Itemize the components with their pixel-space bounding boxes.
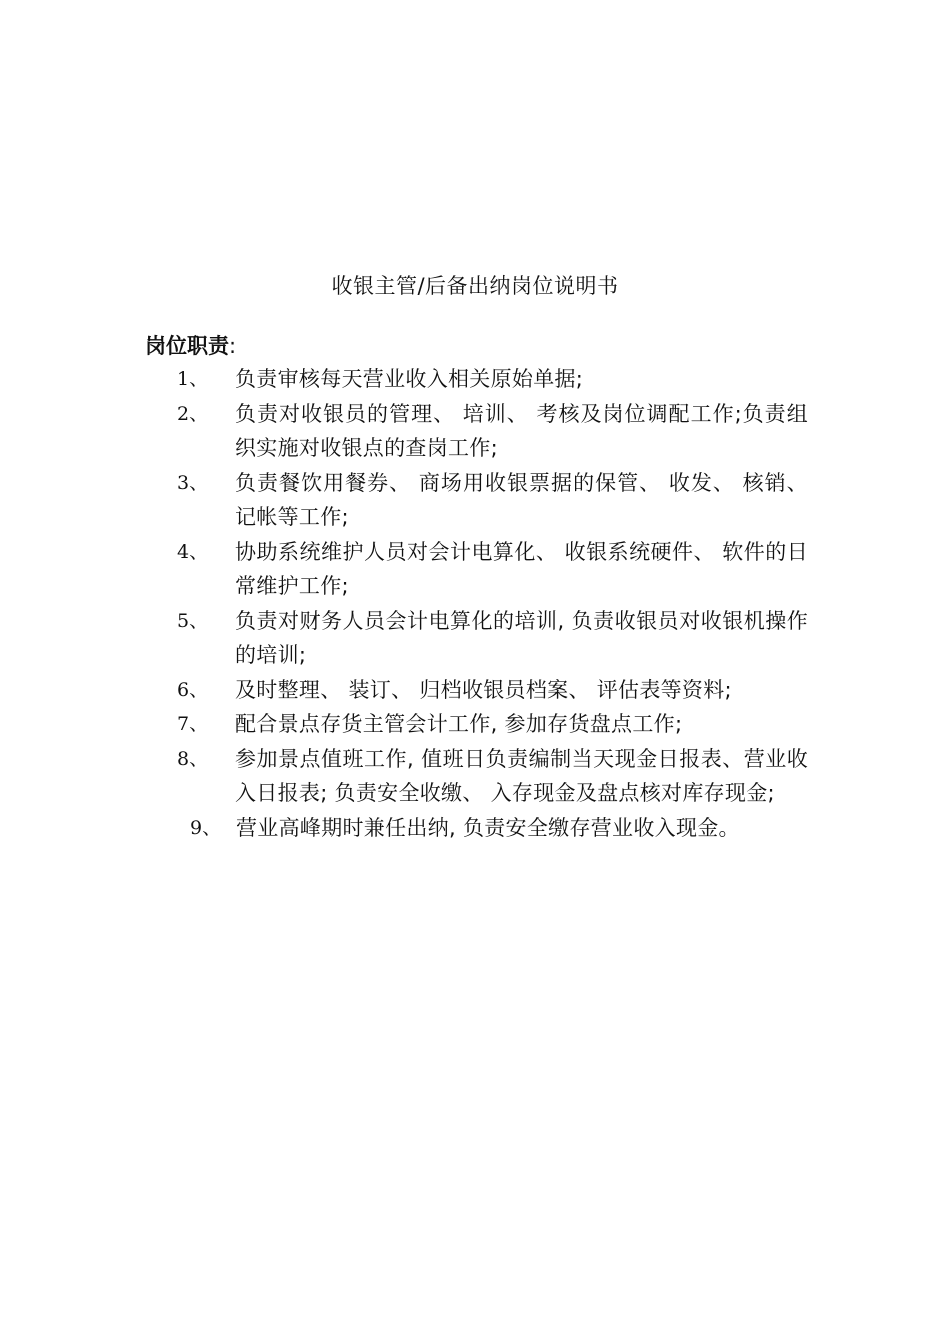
duty-text: 负责审核每天营业收入相关原始单据; — [235, 367, 584, 391]
duty-number: 7、 — [177, 713, 209, 735]
duty-item-9 — [0, 811, 950, 846]
duty-text: 负责对收银员的管理、 培训、 考核及岗位调配工作;负责组织实施对收银点的查岗工作; — [235, 401, 808, 460]
duty-text: 负责餐饮用餐券、 商场用收银票据的保管、 收发、 核销、 记帐等工作; — [235, 470, 808, 529]
duty-text: 协助系统维护人员对会计电算化、 收银系统硬件、 软件的日常维护工作; — [235, 539, 808, 598]
duty-item-7 — [0, 707, 950, 742]
section-heading-colon: : — [229, 334, 237, 358]
duty-item-6 — [0, 673, 950, 708]
duty-item-1 — [0, 362, 950, 397]
duty-number: 8、 — [177, 747, 209, 770]
duty-number: 9、 — [190, 816, 222, 839]
duty-item-8 — [0, 742, 950, 811]
duty-item-5 — [0, 604, 950, 673]
duty-item-4 — [0, 535, 950, 604]
duty-text: 营业高峰期时兼任出纳, 负责安全缴存营业收入现金。 — [236, 815, 740, 840]
duty-text: 及时整理、 装订、 归档收银员档案、 评估表等资料; — [235, 677, 732, 702]
duty-number: 5、 — [177, 609, 209, 632]
duty-number: 6、 — [177, 678, 209, 701]
document-title: 收银主管/后备出纳岗位说明书 — [331, 274, 619, 298]
duty-text: 配合景点存货主管会计工作, 参加存货盘点工作; — [235, 712, 683, 736]
section-heading-text: 岗位职责 — [145, 334, 229, 358]
duty-list — [0, 362, 950, 845]
duty-text: 参加景点值班工作, 值班日负责编制当天现金日报表、营业收入日报表; 负责安全收缴、 入存现金及盘点核对库存现金; — [235, 746, 808, 805]
duty-number: 4、 — [177, 540, 209, 563]
duty-text: 负责对财务人员会计电算化的培训, 负责收银员对收银机操作的培训; — [235, 608, 808, 667]
section-heading — [145, 330, 236, 362]
duty-item-2 — [0, 397, 950, 466]
duty-number: 3、 — [177, 471, 209, 494]
duty-number: 1、 — [177, 368, 209, 390]
duty-number: 2、 — [177, 402, 209, 425]
duty-item-3 — [0, 466, 950, 535]
